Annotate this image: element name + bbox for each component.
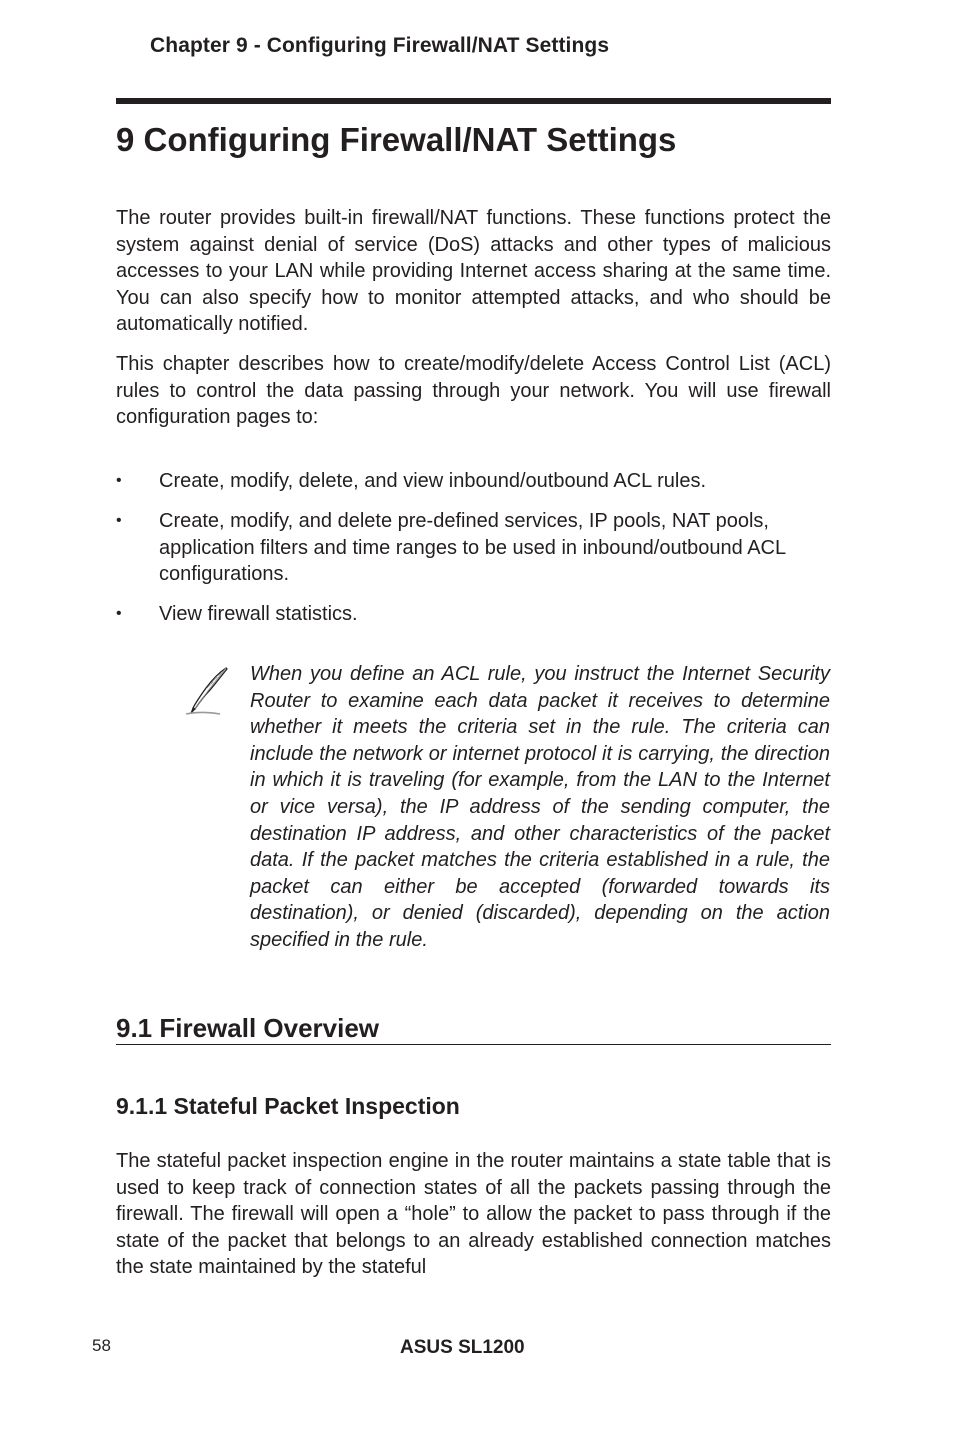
list-item-text: Create, modify, and delete pre-defined services, IP pools, NAT pools, application filters and time ranges to be used in inbound/outbound ACL configurations. [159, 510, 786, 586]
list-item-text: Create, modify, delete, and view inbound/outbound ACL rules. [159, 470, 707, 492]
list-item-text: View firewall statistics. [159, 603, 358, 626]
pen-icon [182, 664, 234, 716]
list-item [116, 468, 831, 495]
list-item [116, 508, 831, 588]
page-number: 58 [92, 1336, 111, 1355]
intro-paragraph-2: This chapter describes how to create/modify/delete Access Control List (ACL) rules to control the data passing through your network. You will use firewall configuration pages to: [116, 353, 831, 429]
chapter-title: 9 Configuring Firewall/NAT Settings [116, 121, 677, 158]
list-item [116, 601, 831, 628]
bullet-list [116, 468, 831, 641]
subsection-title: 9.1.1 Stateful Packet Inspection [116, 1093, 460, 1119]
note-text: When you define an ACL rule, you instruct the Internet Security Router to examine each data packet it receives to determine whether it meets the criteria set in the rule. The criteria can include the network or internet protocol it is carrying, the direction in which it is traveling (for example, from the LAN to the Internet or vice versa), the IP address of the sending computer, the destination IP address, and other characteristics of the packet data. If the packet matches the criteria established in a rule, the packet can either be accepted (forwarded towards its destination), or denied (discarded), depending on the action specified in the rule. [250, 663, 830, 951]
section-rule [116, 1044, 831, 1045]
section-title: 9.1 Firewall Overview [116, 1013, 380, 1043]
bullet-icon: • [116, 605, 122, 623]
subsection-paragraph: The stateful packet inspection engine in the router maintains a state table that is used to keep track of connection states of all the packets passing through the firewall. The firewall will open a “hole” to allow the packet to pass through if the state of the packet that belongs to an already established connection matches the state maintained by the stateful [116, 1150, 831, 1279]
running-header: Chapter 9 - Configuring Firewall/NAT Settings [150, 34, 610, 57]
bullet-icon: • [116, 512, 122, 530]
header-rule [116, 98, 831, 104]
footer-product-name: ASUS SL1200 [400, 1337, 525, 1358]
intro-paragraph-1: The router provides built-in firewall/NAT functions. These functions protect the system against denial of service (DoS) attacks and other types of malicious accesses to your LAN while providing Internet access sharing at the same time. You can also specify how to monitor attempted attacks, and who should be automatically notified. [116, 207, 831, 336]
bullet-icon: • [116, 472, 122, 489]
